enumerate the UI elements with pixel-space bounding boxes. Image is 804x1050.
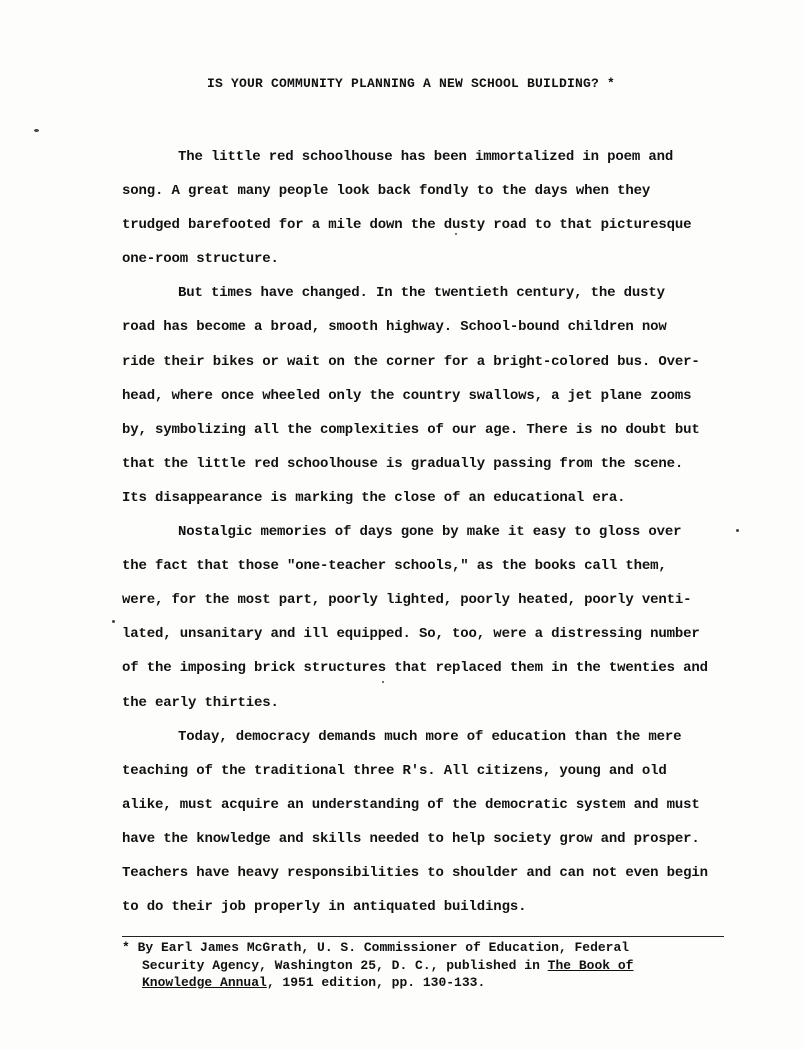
footnote-line — [122, 957, 732, 975]
body-text — [122, 140, 730, 924]
scan-speck — [736, 529, 739, 532]
footnote-publication-title: Knowledge Annual — [142, 975, 267, 990]
document-title: IS YOUR COMMUNITY PLANNING A NEW SCHOOL BUILDING? * — [206, 76, 616, 91]
text-line: Today, democracy demands much more of education than the mere — [178, 728, 682, 745]
text-line: have the knowledge and skills needed to help society grow and prosper. — [122, 830, 700, 847]
text-line: the early thirties. — [122, 694, 279, 711]
text-line: song. A great many people look back fondly to the days when they — [122, 183, 651, 200]
text-line: to do their job properly in antiquated buildings. — [122, 899, 527, 916]
footnote-divider — [122, 936, 724, 937]
text-line: of the imposing brick structures that replaced them in the twenties and — [122, 660, 708, 677]
text-line: The little red schoolhouse has been immortalized in poem and — [178, 149, 674, 165]
text-line: one-room structure. — [122, 251, 279, 268]
text-line: were, for the most part, poorly lighted, poorly heated, poorly venti- — [122, 592, 692, 609]
scan-speck — [34, 129, 39, 132]
scan-speck — [455, 233, 457, 235]
text-line: Nostalgic memories of days gone by make it easy to gloss over — [178, 524, 682, 541]
text-line: But times have changed. In the twentieth century, the dusty — [178, 285, 665, 302]
footnote-text: Security Agency, Washington 25, D. C., published in — [142, 957, 548, 973]
paragraph-4 — [122, 720, 730, 925]
text-line: by, symbolizing all the complexities of our age. There is no doubt but — [122, 421, 700, 438]
text-line: Teachers have heavy responsibilities to shoulder and can not even begin — [122, 864, 708, 881]
text-line: teaching of the traditional three R's. All citizens, young and old — [122, 762, 667, 779]
scan-speck — [112, 620, 115, 623]
footnote-line: * By Earl James McGrath, U. S. Commissioner of Education, Federal — [122, 940, 630, 955]
paragraph-1 — [122, 140, 730, 276]
text-line: lated, unsanitary and ill equipped. So, too, were a distressing number — [122, 626, 700, 643]
scan-speck — [382, 681, 384, 683]
text-line: trudged barefooted for a mile down the dusty road to that picturesque — [122, 217, 692, 234]
text-line: road has become a broad, smooth highway. School-bound children now — [122, 319, 667, 336]
text-line: the fact that those "one-teacher schools," as the books call them, — [122, 558, 667, 575]
paragraph-2 — [122, 276, 730, 515]
text-line: ride their bikes or wait on the corner for a bright-colored bus. Over- — [122, 353, 700, 370]
footnote-text: , 1951 edition, pp. 130-133. — [266, 975, 486, 990]
footnote-line — [122, 974, 732, 992]
text-line: Its disappearance is marking the close of an educational era. — [122, 489, 626, 506]
footnote — [122, 939, 732, 992]
paragraph-3 — [122, 515, 730, 720]
text-line: head, where once wheeled only the country swallows, a jet plane zooms — [122, 387, 692, 404]
text-line: that the little red schoolhouse is gradually passing from the scene. — [122, 455, 684, 472]
footnote-publication-title: The Book of — [547, 957, 634, 973]
text-line: alike, must acquire an understanding of the democratic system and must — [122, 796, 700, 813]
